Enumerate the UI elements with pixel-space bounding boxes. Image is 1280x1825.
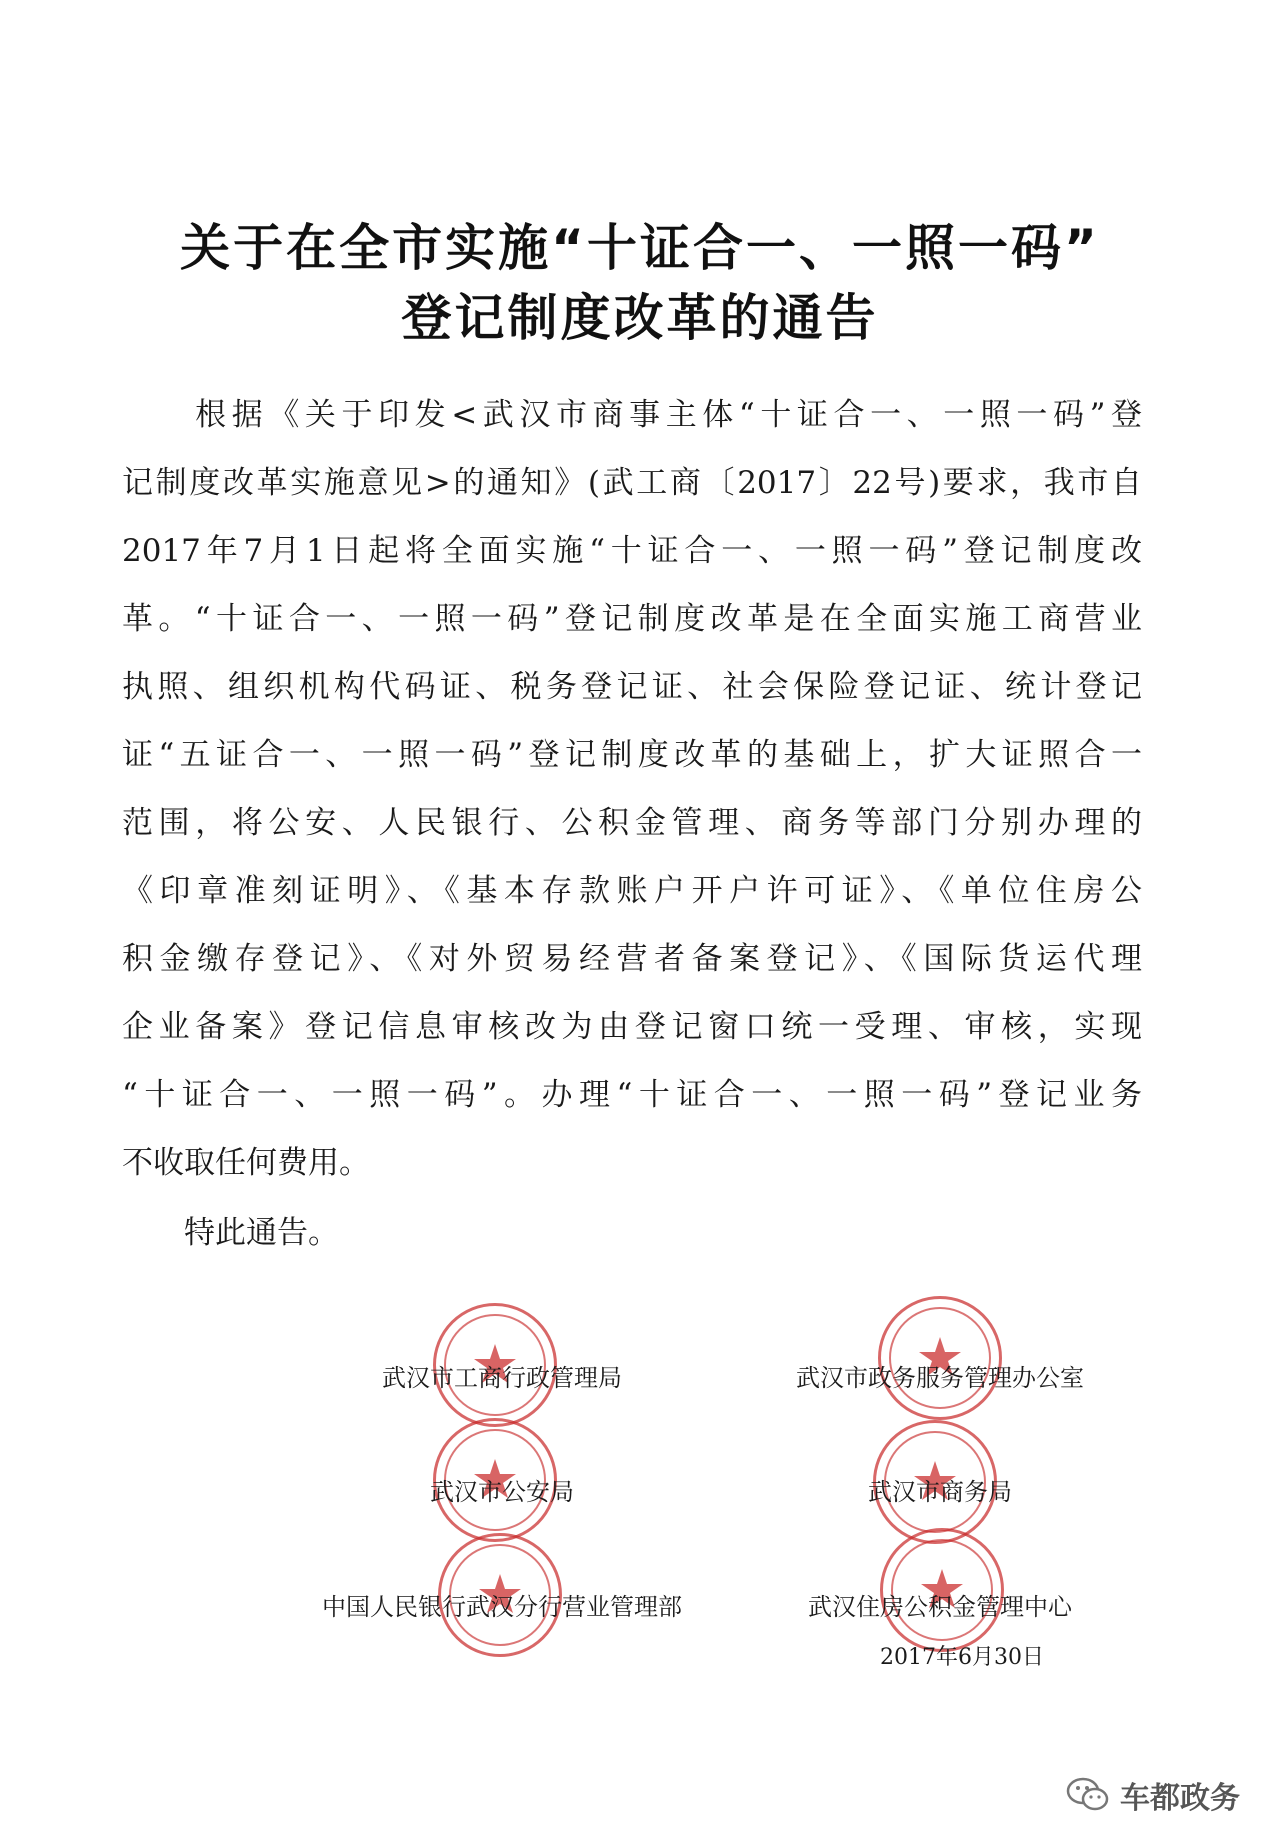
body-line: 《印章准刻证明》、《基本存款账户开户许可证》、《单位住房公 (122, 873, 1142, 909)
wechat-icon (1066, 1777, 1110, 1813)
body-line: 2017年7月1日起将全面实施“十证合一、一照一码”登记制度改 (122, 533, 1142, 569)
body-line: “十证合一、一照一码”。办理“十证合一、一照一码”登记业务 (122, 1077, 1142, 1113)
notice-date: 2017年6月30日 (880, 1645, 1044, 1670)
watermark (1066, 1775, 1240, 1815)
watermark-text: 车都政务 (1120, 1781, 1240, 1816)
signatory-name: 武汉市工商行政管理局 (382, 1364, 622, 1392)
closing-statement: 特此通告。 (122, 1215, 339, 1251)
signatory-name: 武汉住房公积金管理中心 (808, 1593, 1072, 1621)
body-line: 记制度改革实施意见>的通知》(武工商〔2017〕22号)要求，我市自 (122, 465, 1142, 501)
signatory-name: 中国人民银行武汉分行营业管理部 (322, 1593, 682, 1621)
body-line: 积金缴存登记》、《对外贸易经营者备案登记》、《国际货运代理 (122, 941, 1142, 977)
notice-title-line1: 关于在全市实施“十证合一、一照一码” (180, 219, 1100, 277)
body-line: 范围，将公安、人民银行、公积金管理、商务等部门分别办理的 (122, 805, 1142, 841)
notice-title-line2: 登记制度改革的通告 (401, 289, 879, 347)
signatory-name: 武汉市政务服务管理办公室 (796, 1364, 1084, 1392)
body-line: 企业备案》登记信息审核改为由登记窗口统一受理、审核，实现 (122, 1009, 1142, 1045)
body-line: 不收取任何费用。 (122, 1145, 370, 1181)
body-line: 根据《关于印发<武汉市商事主体“十证合一、一照一码”登 (122, 397, 1142, 433)
signatory-name: 武汉市公安局 (430, 1478, 574, 1506)
signatory-name: 武汉市商务局 (868, 1478, 1012, 1506)
body-line: 执照、组织机构代码证、税务登记证、社会保险登记证、统计登记 (122, 669, 1142, 705)
body-line: 革。“十证合一、一照一码”登记制度改革是在全面实施工商营业 (122, 601, 1142, 637)
body-line: 证“五证合一、一照一码”登记制度改革的基础上，扩大证照合一 (122, 737, 1142, 773)
